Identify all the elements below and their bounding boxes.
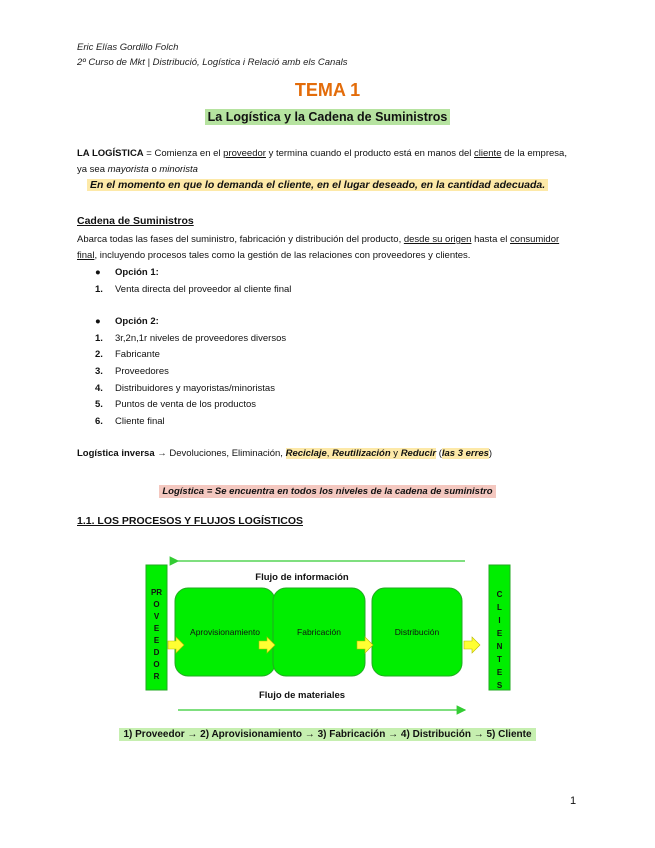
cadena-consumidor: consumidor final [77,234,560,261]
info-flow-label: Flujo de información [255,572,349,583]
page-title: TEMA 1 [294,80,361,100]
opcion2-bullet [95,316,159,327]
logistica-note: Logística = Se encuentra en todos los niveles de la cadena de suministro [159,485,495,498]
flow-caption: 1) Proveedor → 2) Aprovisionamiento → 3) Fabricación → 4) Distribución → 5) Cliente [119,728,535,741]
logistica-term: LA LOGÍSTICA [77,148,144,159]
header-course: 2º Curso de Mkt | Distribució, Logística i Relació amb els Canals [77,57,348,68]
cadena-origen: desde su origen [403,234,472,245]
aprovisionamiento-label: Aprovisionamiento [190,627,260,637]
clientes-letter: L [497,603,502,612]
distribucion-label: Distribución [394,627,440,637]
flow-arrow [464,637,480,653]
bullet-glyph: ● [95,316,101,327]
logistica-inversa [77,446,597,462]
inversa-reducir: Reducir [400,448,437,459]
cadena-text-1: Abarca todas las fases del suministro, fabricación y distribución del producto, [77,234,404,245]
inversa-paren-open: ( [436,448,442,459]
def-text-3: de la empresa, ya sea [77,148,567,175]
list-number: 6. [95,416,103,427]
list-item-text: Cliente final [115,416,165,427]
def-text-1: = Comienza en el [143,148,224,159]
list-number: 3. [95,366,103,377]
opcion1-bullet [95,267,159,278]
list-item [95,284,291,295]
list-number: 4. [95,383,103,394]
list-item [95,349,160,360]
clientes-letter: E [496,668,503,677]
def-minorista: minorista [159,164,198,175]
clientes-letter: T [497,655,502,664]
subtitle-wrap [0,108,655,126]
cadena-paragraph [77,232,577,264]
highlight-quote: En el momento en que lo demanda el cliente, en el lugar deseado, en la cantidad adecuada. [87,179,548,191]
inversa-term: Logística inversa [77,448,155,459]
header-author: Eric Elías Gordillo Folch [77,42,179,53]
def-cliente: cliente [474,148,502,159]
proveedor-letter: R [153,672,160,681]
opcion1-label: Opción 1: [115,267,159,278]
list-item [95,366,169,377]
logistica-note-wrap [0,481,655,499]
list-number: 1. [95,333,103,344]
inversa-sep-1: , [326,448,333,459]
proveedor-letter: E [153,636,160,645]
list-item [95,333,286,344]
list-item [95,416,165,427]
clientes-letter: E [496,629,503,638]
proveedor-letter: O [153,600,160,609]
def-text-4: o [148,164,160,175]
page-number: 1 [570,795,577,807]
cadena-text-3: , incluyendo procesos tales como la gestión de las relaciones con proveedores y clientes. [94,250,471,261]
list-item-text: Proveedores [115,366,169,377]
clientes-letter: N [496,642,503,651]
logistics-flow-diagram [0,550,655,720]
logistica-definition [77,146,577,178]
cadena-text-2: hasta el [471,234,511,245]
clientes-letter: S [496,681,503,690]
section-heading-1-1: 1.1. LOS PROCESOS Y FLUJOS LOGÍSTICOS [77,515,303,527]
list-item [95,383,275,394]
bullet-glyph: ● [95,267,101,278]
inversa-sep-2: y [390,448,401,459]
inversa-paren-close: ) [488,448,493,459]
list-number: 2. [95,349,103,360]
inversa-reutilizacion: Reutilización [332,448,391,459]
clientes-letter: I [498,616,501,625]
list-item-text: Fabricante [115,349,160,360]
material-flow-label: Flujo de materiales [258,690,346,701]
list-item [95,399,256,410]
opcion2-label: Opción 2: [115,316,159,327]
flow-caption-wrap [0,724,655,742]
def-proveedor: proveedor [223,148,266,159]
cadena-heading: Cadena de Suministros [77,215,194,227]
list-item-text: 3r,2n,1r niveles de proveedores diversos [115,333,287,344]
inversa-text: → Devoluciones, Eliminación, [154,448,286,459]
proveedor-letter: D [153,648,160,657]
def-text-2: y termina cuando el producto está en manos del [265,148,475,159]
inversa-erres: las 3 erres [441,448,489,459]
fabricacion-label: Fabricación [297,627,341,637]
def-mayorista: mayorista [107,164,149,175]
list-number: 5. [95,399,103,410]
list-item-text: Distribuidores y mayoristas/minoristas [115,383,275,394]
clientes-letter: C [496,590,503,599]
proveedor-letter: V [153,612,160,621]
inversa-reciclaje: Reciclaje [285,448,327,459]
list-item-text: Puntos de venta de los productos [115,399,257,410]
proveedor-letter: E [153,624,160,633]
list-item-text: Venta directa del proveedor al cliente final [115,284,292,295]
proveedor-letter: O [153,660,160,669]
list-number: 1. [95,284,103,295]
proveedor-letter: PR [150,588,163,597]
page-subtitle: La Logística y la Cadena de Suministros [205,109,451,125]
